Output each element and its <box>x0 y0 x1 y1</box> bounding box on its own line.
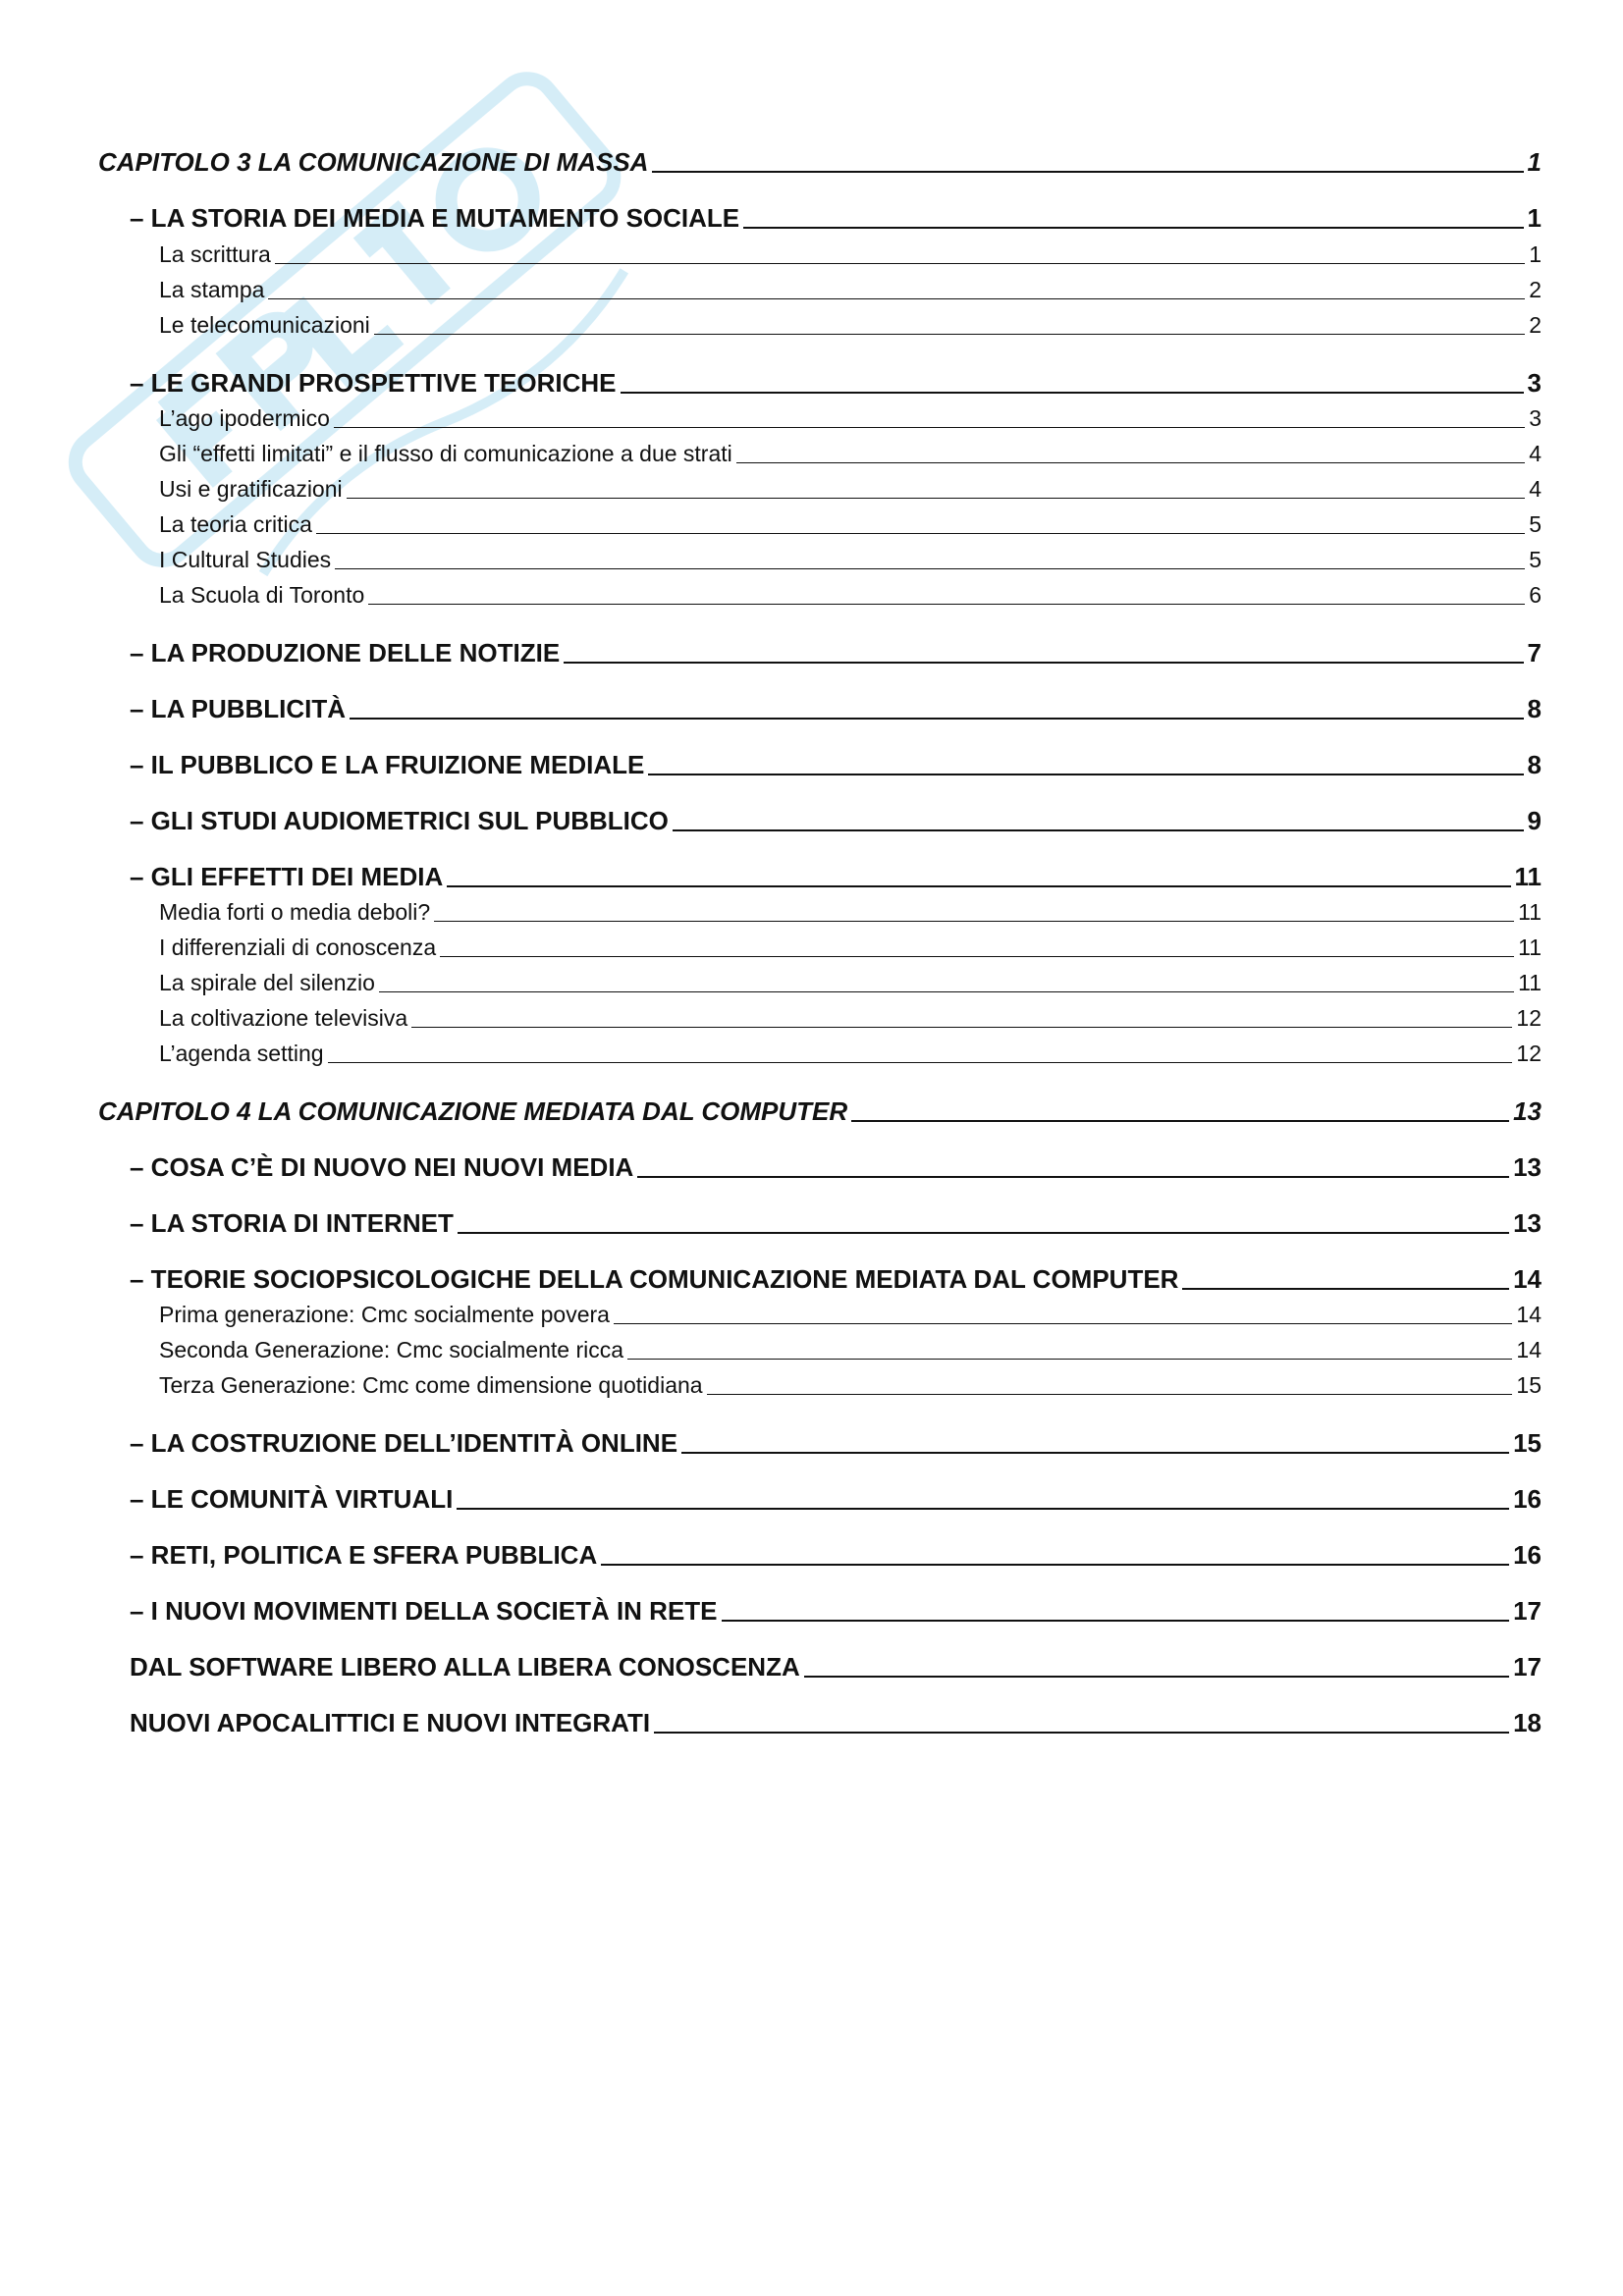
toc-leader-line <box>275 263 1525 264</box>
toc-entry-page-number: 2 <box>1529 312 1542 338</box>
toc-entry[interactable] <box>130 1540 1542 1571</box>
toc-entry[interactable] <box>159 934 1542 961</box>
toc-leader-line <box>564 662 1523 664</box>
toc-entry-title: La spirale del silenzio <box>159 970 375 995</box>
toc-leader-line <box>736 462 1525 463</box>
toc-entry-page-number: 16 <box>1513 1540 1542 1570</box>
toc-entry-title: L’agenda setting <box>159 1041 324 1066</box>
toc-entry-title: La stampa <box>159 277 265 302</box>
toc-entry-page-number: 4 <box>1529 441 1542 466</box>
toc-leader-line <box>851 1120 1509 1122</box>
toc-entry[interactable] <box>130 1208 1542 1239</box>
toc-entry-title: Media forti o media deboli? <box>159 899 431 925</box>
toc-entry-page-number: 5 <box>1529 547 1542 572</box>
toc-entry-page-number: 13 <box>1513 1152 1542 1182</box>
toc-entry-page-number: 7 <box>1527 638 1542 667</box>
toc-entry-page-number: 1 <box>1527 203 1542 233</box>
toc-leader-line <box>601 1564 1509 1566</box>
toc-entry-page-number: 15 <box>1513 1428 1542 1458</box>
toc-entry-page-number: 17 <box>1513 1652 1542 1682</box>
toc-leader-line <box>707 1394 1513 1395</box>
toc-entry[interactable] <box>159 1302 1542 1328</box>
toc-entry-title: – COSA C’È DI NUOVO NEI NUOVI MEDIA <box>130 1152 634 1182</box>
toc-entry-page-number: 9 <box>1527 806 1542 835</box>
toc-entry[interactable] <box>130 1596 1542 1627</box>
toc-entry-title: L’ago ipodermico <box>159 405 330 431</box>
toc-entry[interactable] <box>159 1041 1542 1067</box>
toc-entry-title: Prima generazione: Cmc socialmente povera <box>159 1302 610 1327</box>
toc-entry-title: – LE GRANDI PROSPETTIVE TEORICHE <box>130 368 617 398</box>
toc-entry-page-number: 12 <box>1516 1005 1542 1031</box>
toc-entry-title: La scrittura <box>159 241 271 267</box>
toc-entry-title: Gli “effetti limitati” e il flusso di comunicazione a due strati <box>159 441 732 466</box>
toc-entry-title: La Scuola di Toronto <box>159 582 365 608</box>
toc-leader-line <box>457 1508 1509 1510</box>
toc-entry-title: – LA COSTRUZIONE DELL’IDENTITÀ ONLINE <box>130 1428 678 1458</box>
toc-entry-page-number: 12 <box>1516 1041 1542 1066</box>
toc-entry-title: – LA PRODUZIONE DELLE NOTIZIE <box>130 638 561 667</box>
toc-leader-line <box>614 1323 1512 1324</box>
watermark-graphic <box>29 39 717 667</box>
toc-entry-title: – LA STORIA DI INTERNET <box>130 1208 454 1238</box>
toc-entry[interactable] <box>130 368 1542 399</box>
toc-entry[interactable] <box>130 694 1542 724</box>
toc-entry-page-number: 16 <box>1513 1484 1542 1514</box>
toc-leader-line <box>411 1027 1512 1028</box>
toc-entry-page-number: 8 <box>1527 694 1542 723</box>
toc-entry[interactable] <box>130 638 1542 668</box>
toc-entry-page-number: 5 <box>1529 511 1542 537</box>
toc-entry[interactable] <box>159 547 1542 573</box>
toc-entry-page-number: 8 <box>1527 750 1542 779</box>
toc-entry-page-number: 14 <box>1513 1264 1542 1294</box>
toc-entry[interactable] <box>130 1652 1542 1682</box>
toc-leader-line <box>347 498 1526 499</box>
toc-leader-line <box>316 533 1525 534</box>
toc-entry-title: – GLI STUDI AUDIOMETRICI SUL PUBBLICO <box>130 806 669 835</box>
toc-leader-line <box>681 1452 1509 1454</box>
toc-entry-title: I differenziali di conoscenza <box>159 934 437 960</box>
toc-entry[interactable] <box>130 1152 1542 1183</box>
toc-entry-page-number: 3 <box>1527 368 1542 398</box>
toc-entry[interactable] <box>130 806 1542 836</box>
toc-leader-line <box>335 568 1525 569</box>
toc-entry-page-number: 6 <box>1529 582 1542 608</box>
toc-entry-title: – GLI EFFETTI DEI MEDIA <box>130 862 444 891</box>
toc-entry[interactable] <box>98 1096 1542 1127</box>
toc-entry-title: I Cultural Studies <box>159 547 332 572</box>
watermark-logo <box>29 39 717 667</box>
toc-entry-title: – TEORIE SOCIOPSICOLOGICHE DELLA COMUNICAZIONE MEDIATA DAL COMPUTER <box>130 1264 1179 1294</box>
toc-entry-page-number: 13 <box>1513 1208 1542 1238</box>
toc-leader-line <box>440 956 1514 957</box>
toc-entry[interactable] <box>159 511 1542 538</box>
toc-entry[interactable] <box>159 405 1542 432</box>
toc-entry-title: – IL PUBBLICO E LA FRUIZIONE MEDIALE <box>130 750 645 779</box>
toc-entry[interactable] <box>159 476 1542 503</box>
toc-leader-line <box>804 1676 1509 1678</box>
toc-entry-page-number: 11 <box>1518 970 1542 995</box>
toc-entry-title: – LE COMUNITÀ VIRTUALI <box>130 1484 454 1514</box>
toc-entry-page-number: 17 <box>1513 1596 1542 1626</box>
toc-entry[interactable] <box>159 899 1542 926</box>
toc-entry-page-number: 1 <box>1527 147 1542 177</box>
toc-entry-title: La teoria critica <box>159 511 312 537</box>
toc-entry[interactable] <box>159 582 1542 609</box>
toc-entry-title: Seconda Generazione: Cmc socialmente ricca <box>159 1337 624 1362</box>
toc-leader-line <box>621 392 1524 394</box>
toc-entry[interactable] <box>159 1005 1542 1032</box>
toc-entry[interactable] <box>130 1264 1542 1295</box>
toc-leader-line <box>627 1359 1512 1360</box>
toc-entry-page-number: 14 <box>1516 1337 1542 1362</box>
toc-entry[interactable] <box>159 1372 1542 1399</box>
toc-entry[interactable] <box>159 1337 1542 1363</box>
toc-entry-page-number: 11 <box>1518 934 1542 960</box>
toc-leader-line <box>1182 1288 1509 1290</box>
toc-leader-line <box>648 774 1523 775</box>
toc-entry[interactable] <box>130 1484 1542 1515</box>
toc-entry[interactable] <box>130 1708 1542 1738</box>
toc-leader-line <box>368 604 1525 605</box>
toc-leader-line <box>374 334 1525 335</box>
toc-leader-line <box>447 885 1510 887</box>
toc-leader-line <box>268 298 1525 299</box>
toc-entry[interactable] <box>159 241 1542 268</box>
toc-entry[interactable] <box>159 312 1542 339</box>
toc-leader-line <box>652 171 1523 173</box>
toc-entry-page-number: 13 <box>1513 1096 1542 1126</box>
toc-entry-title: – I NUOVI MOVIMENTI DELLA SOCIETÀ IN RETE <box>130 1596 718 1626</box>
toc-entry-page-number: 11 <box>1518 899 1542 925</box>
toc-entry-title: – RETI, POLITICA E SFERA PUBBLICA <box>130 1540 598 1570</box>
toc-entry-page-number: 1 <box>1529 241 1542 267</box>
toc-leader-line <box>637 1176 1509 1178</box>
toc-entry-title: – LA PUBBLICITÀ <box>130 694 347 723</box>
toc-entry-page-number: 2 <box>1529 277 1542 302</box>
toc-entry-page-number: 3 <box>1529 405 1542 431</box>
toc-entry-title: CAPITOLO 4 LA COMUNICAZIONE MEDIATA DAL COMPUTER <box>98 1096 848 1126</box>
toc-entry[interactable] <box>98 147 1542 178</box>
toc-leader-line <box>334 427 1525 428</box>
toc-entry-page-number: 15 <box>1516 1372 1542 1398</box>
toc-entry[interactable] <box>130 1428 1542 1459</box>
toc-entry-page-number: 14 <box>1516 1302 1542 1327</box>
toc-entry[interactable] <box>130 203 1542 234</box>
toc-leader-line <box>350 718 1523 720</box>
toc-entry[interactable] <box>130 750 1542 780</box>
toc-entry-page-number: 11 <box>1514 862 1542 891</box>
toc-entry[interactable] <box>159 970 1542 996</box>
toc-entry[interactable] <box>159 441 1542 467</box>
toc-leader-line <box>458 1232 1509 1234</box>
toc-leader-line <box>379 991 1514 992</box>
toc-leader-line <box>654 1732 1509 1734</box>
toc-entry-page-number: 18 <box>1513 1708 1542 1737</box>
toc-entry[interactable] <box>130 862 1542 892</box>
toc-entry-title: Le telecomunicazioni <box>159 312 370 338</box>
toc-entry[interactable] <box>159 277 1542 303</box>
toc-entry-title: Terza Generazione: Cmc come dimensione quotidiana <box>159 1372 703 1398</box>
toc-entry-title: Usi e gratificazioni <box>159 476 343 502</box>
toc-entry-title: DAL SOFTWARE LIBERO ALLA LIBERA CONOSCENZA <box>130 1652 800 1682</box>
toc-entry-title: La coltivazione televisiva <box>159 1005 408 1031</box>
toc-entry-title: – LA STORIA DEI MEDIA E MUTAMENTO SOCIALE <box>130 203 740 233</box>
toc-entry-title: CAPITOLO 3 LA COMUNICAZIONE DI MASSA <box>98 147 649 177</box>
toc-entry-title: NUOVI APOCALITTICI E NUOVI INTEGRATI <box>130 1708 651 1737</box>
toc-leader-line <box>328 1062 1513 1063</box>
toc-leader-line <box>722 1620 1510 1622</box>
toc-entry-page-number: 4 <box>1529 476 1542 502</box>
toc-leader-line <box>673 829 1524 831</box>
toc-leader-line <box>743 227 1523 229</box>
toc-leader-line <box>434 921 1514 922</box>
